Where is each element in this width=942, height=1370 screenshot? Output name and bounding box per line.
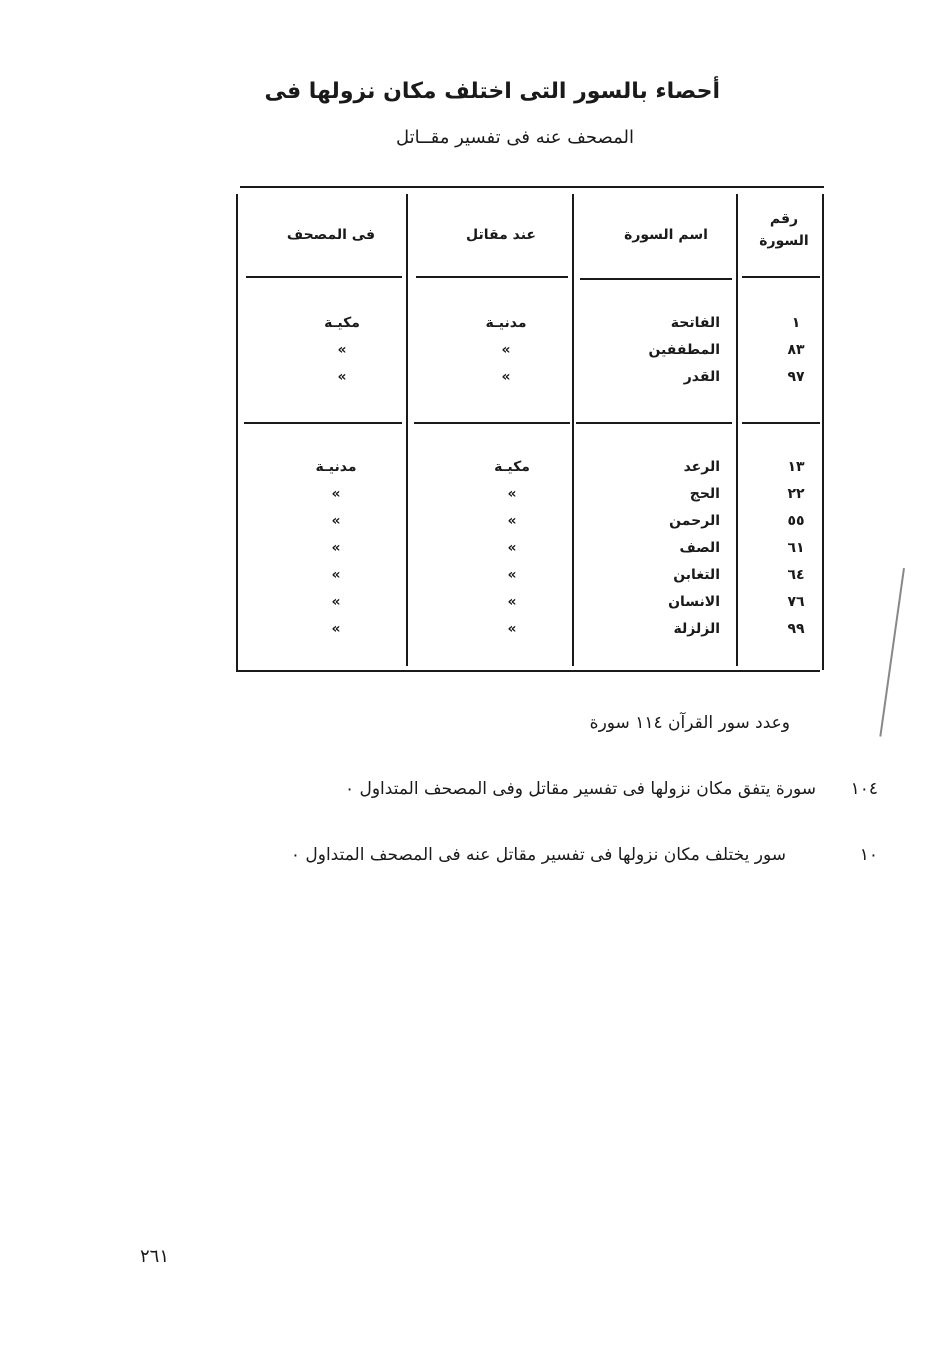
cell-muqatil: » [507,540,517,556]
table-right-border [822,194,824,670]
page-title: أحصاء بالسور التى اختلف مكان نزولها فى [264,79,720,104]
differ-count: ١٠ [859,845,878,865]
cell-mushaf: » [337,342,347,358]
cell-name: الحج [689,486,720,502]
cell-muqatil: » [507,567,517,583]
cell-name: الانسان [668,594,720,610]
group-divider-name [576,422,732,424]
cell-mushaf: » [331,540,341,556]
total-surahs-note: وعدد سور القرآن ١١٤ سورة [589,713,790,733]
cell-mushaf: » [337,369,347,385]
cell-number: ٧٦ [787,594,805,610]
cell-muqatil: » [507,594,517,610]
cell-muqatil: مدنيـة [485,315,527,331]
header-mushaf: فى المصحف [286,227,376,243]
cell-muqatil: » [507,513,517,529]
cell-name: الرعد [683,459,720,475]
group-divider-muqatil [414,422,570,424]
cell-name: الرحمن [669,513,720,529]
cell-muqatil: » [507,621,517,637]
column-divider-1 [406,194,408,666]
cell-name: المطففين [648,342,720,358]
header-name: اسم السورة [624,227,708,243]
header-muqatil: عند مقاتل [466,227,536,243]
header-underline-name [580,278,732,280]
cell-number: ٦٤ [787,567,805,583]
cell-name: التغابن [673,567,720,583]
cell-mushaf: مكيـة [324,315,360,331]
header-underline-mushaf [246,276,402,278]
cell-number: ٥٥ [787,513,805,529]
cell-mushaf: » [331,513,341,529]
cell-number: ٦١ [787,540,805,556]
cell-mushaf: » [331,594,341,610]
table-left-border [236,194,238,670]
cell-name: القدر [683,369,720,385]
column-divider-3 [736,194,738,666]
header-underline-muqatil [416,276,568,278]
surah-statistics-table [236,186,824,674]
cell-muqatil: » [501,369,511,385]
table-bottom-border [236,670,820,672]
group-divider-mushaf [244,422,402,424]
page-number: ٢٦١ [140,1246,170,1267]
cell-number: ٩٧ [787,369,805,385]
cell-name: الزلزلة [673,621,720,637]
cell-muqatil: » [501,342,511,358]
cell-number: ٩٩ [787,621,805,637]
cell-name: الفاتحة [670,315,720,331]
cell-muqatil: » [507,486,517,502]
cell-number: ١ [791,315,801,331]
margin-pencil-mark [879,568,905,737]
group-divider-number [742,422,820,424]
cell-name: الصف [679,540,720,556]
cell-number: ١٣ [787,459,805,475]
table-top-border [240,186,824,188]
agree-count: ١٠٤ [850,779,878,799]
header-number: رقم السورة [759,211,809,249]
cell-muqatil: مكيـة [494,459,530,475]
cell-mushaf: مدنيـة [315,459,357,475]
column-divider-2 [572,194,574,666]
differ-note: سور يختلف مكان نزولها فى تفسير مقاتل عنه فى المصحف المتداول ٠ [290,845,786,865]
agree-note: سورة يتفق مكان نزولها فى تفسير مقاتل وفى المصحف المتداول ٠ [344,779,816,799]
cell-mushaf: » [331,621,341,637]
cell-number: ٢٢ [787,486,805,502]
cell-mushaf: » [331,567,341,583]
header-underline-number [742,276,820,278]
cell-number: ٨٣ [787,342,805,358]
cell-mushaf: » [331,486,341,502]
page-subtitle: المصحف عنه فى تفسير مقــاتل [395,127,635,148]
